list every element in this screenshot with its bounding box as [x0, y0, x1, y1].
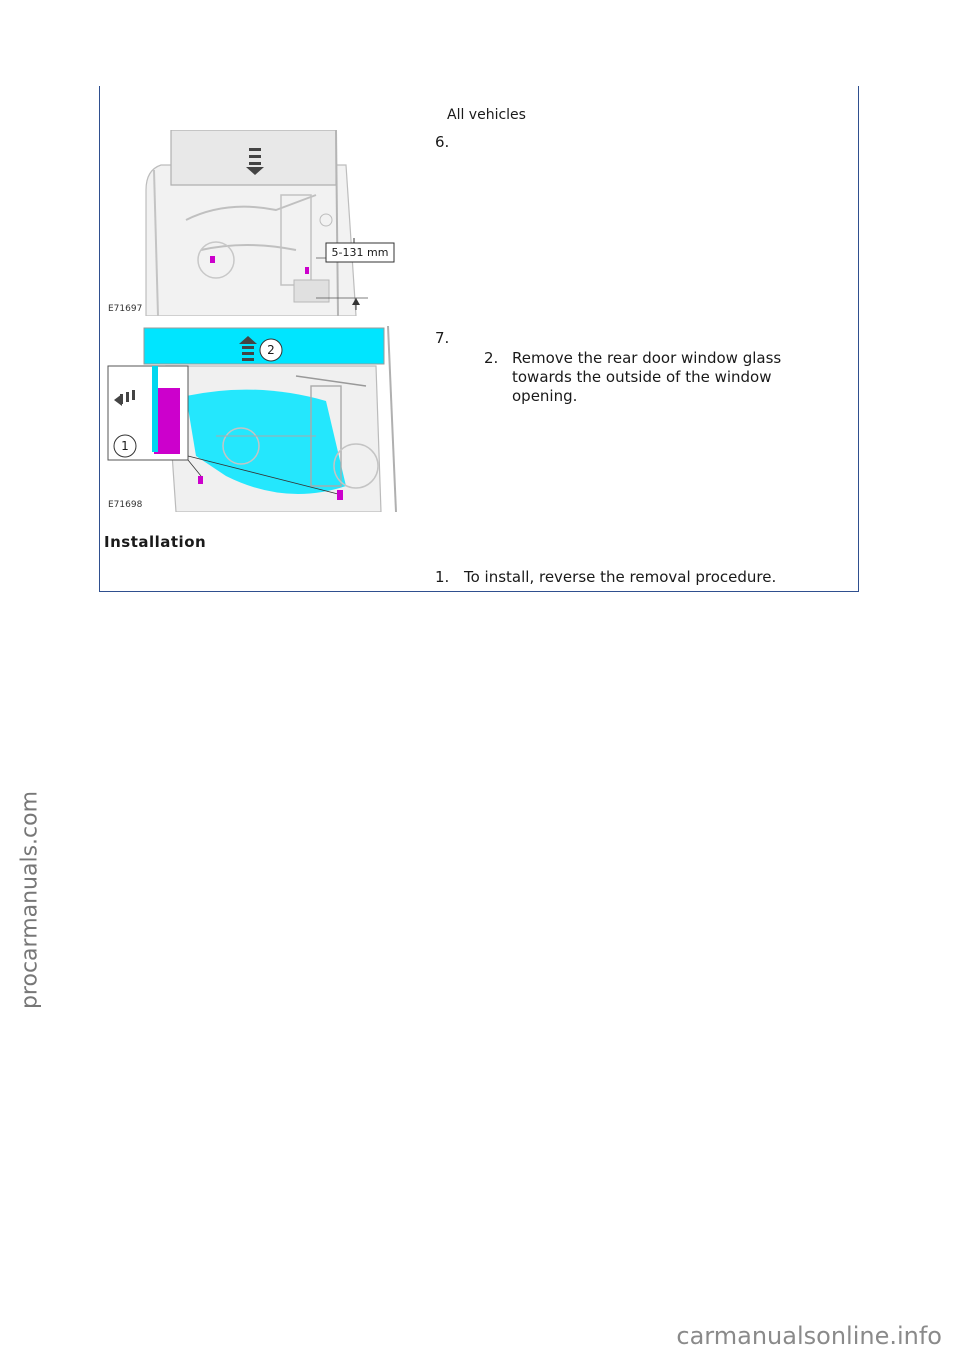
- door-window-diagram-2: [106, 326, 400, 512]
- figure-e71698: [106, 326, 400, 512]
- callout-2: 2: [267, 343, 275, 357]
- step-6-number: 6.: [435, 133, 450, 151]
- step-7-sub-number: 2.: [484, 349, 499, 367]
- dimension-label: 5-131 mm: [331, 246, 389, 259]
- side-watermark: [10, 780, 50, 1020]
- installation-heading: Installation: [104, 533, 207, 551]
- figure-e71697: [106, 130, 400, 316]
- install-step-1-text: To install, reverse the removal procedure.: [464, 568, 777, 586]
- door-window-diagram-1: [106, 130, 400, 316]
- step-7-sub-text-line2: towards the outside of the window: [512, 368, 772, 386]
- callout-1: 1: [121, 439, 129, 453]
- footer-watermark: carmanualsonline.info: [676, 1322, 942, 1350]
- install-step-1-number: 1.: [435, 568, 450, 586]
- applicability-label: All vehicles: [447, 107, 526, 123]
- step-7-number: 7.: [435, 329, 450, 347]
- step-7-sub-text-line1: Remove the rear door window glass: [512, 349, 782, 367]
- side-watermark-text: procarmanuals.com: [17, 790, 43, 1010]
- step-7-sub-text-line3: opening.: [512, 387, 578, 405]
- figure-id-label: E71698: [108, 500, 143, 510]
- figure-id-label: E71697: [108, 304, 143, 314]
